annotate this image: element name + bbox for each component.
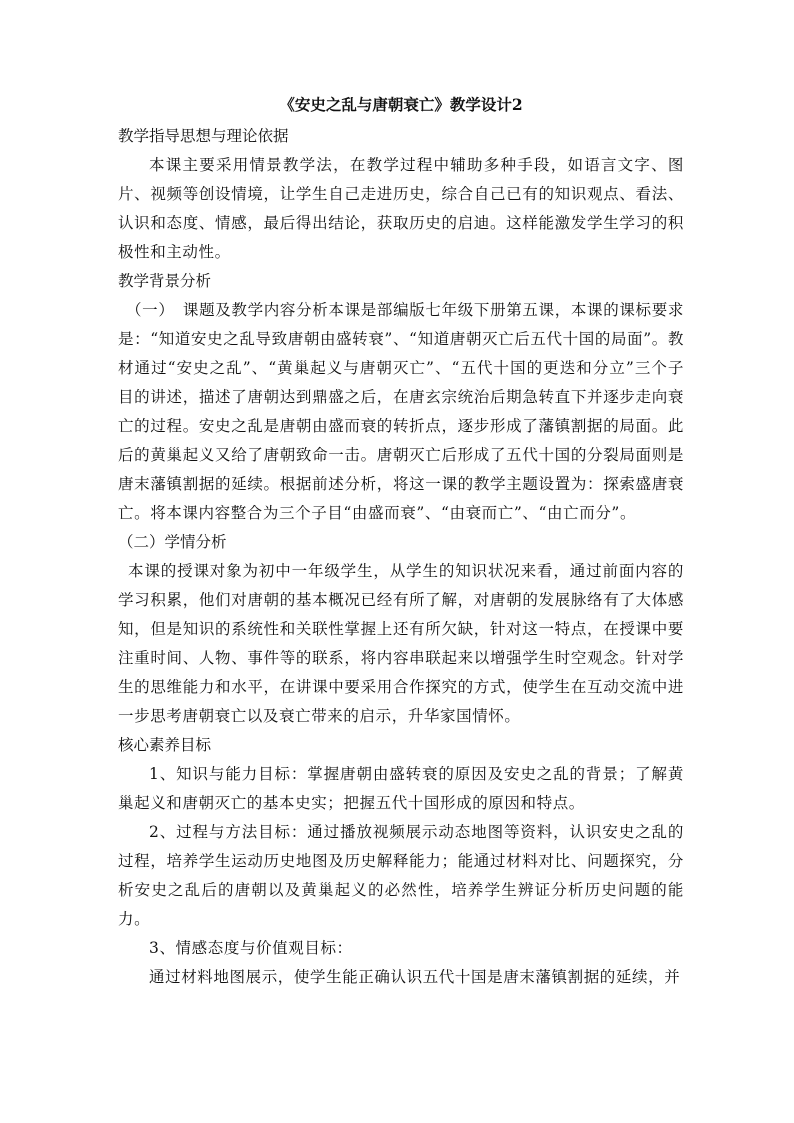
paragraph-emotion-goal-heading: 3、情感态度与价值观目标： — [149, 939, 353, 957]
paragraph-process-goal: 2、过程与方法目标：通过播放视频展示动态地图等资料，认识安史之乱的过程，培养学生运动历史地图及历史解释能力；能通过材料对比、问题探究，分析安史之乱后的唐朝以及黄巢起义的必然性，培养学生辨证分析历史问题的能力。 — [118, 823, 684, 928]
paragraph-content-analysis: （一） 课题及教学内容分析本课是部编版七年级下册第五课，本课的课标要求是：“知道安史之乱导致唐朝由盛转衰”、“知道唐朝灭亡后五代十国的局面”。教材通过“安史之乱”、“黄巢起义与唐朝灭亡”、“五代十国的更迭和分立”三个子目的讲述，描述了唐朝达到鼎盛之后，在唐玄宗统治后期急转直下并逐步走向衰亡的过程。安史之乱是唐朝由盛而衰的转折点，逐步形成了藩镇割据的局面。此后的黄巢起义又给了唐朝致命一击。唐朝灭亡后形成了五代十国的分裂局面则是唐末藩镇割据的延续。根据前述分析，将这一课的教学主题设置为：探索盛唐衰亡。将本课内容整合为三个子目“由盛而衰”、“由衰而亡”、“由亡而分”。 — [118, 301, 684, 522]
paragraph-emotion-goal: 通过材料地图展示，使学生能正确认识五代十国是唐末藩镇割据的延续，并 — [149, 968, 681, 986]
paragraph-knowledge-goal: 1、知识与能力目标：掌握唐朝由盛转衰的原因及安史之乱的背景；了解黄巢起义和唐朝灭亡的基本史实；把握五代十国形成的原因和特点。 — [118, 765, 684, 812]
paragraph-student-analysis: 本课的授课对象为初中一年级学生，从学生的知识状况来看，通过前面内容的学习积累，他们对唐朝的基本概况已经有所了解，对唐朝的发展脉络有了大体感知，但是知识的系统性和关联性掌握上还有所欠缺，针对这一特点，在授课中要注重时间、人物、事件等的联系，将内容串联起来以增强学生时空观念。针对学生的思维能力和水平，在讲课中要采用合作探究的方式，使学生在互动交流中进一步思考唐朝衰亡以及衰亡带来的启示，升华家国情怀。 — [118, 562, 684, 725]
section-heading-guiding-ideology: 教学指导思想与理论依据 — [118, 127, 289, 145]
paragraph-guiding-ideology: 本课主要采用情景教学法，在教学过程中辅助多种手段，如语言文字、图片、视频等创设情境，让学生自己走进历史，综合自己已有的知识观点、看法、认识和态度、情感，最后得出结论，获取历史的启迪。这样能激发学生学习的积极性和主动性。 — [118, 156, 684, 261]
document-page — [118, 92, 684, 992]
section-heading-core-literacy: 核心素养目标 — [118, 736, 212, 754]
document-title: 《安史之乱与唐朝衰亡》教学设计2 — [279, 95, 523, 114]
section-heading-background-analysis: 教学背景分析 — [118, 272, 212, 290]
subheading-student-analysis: （二）学情分析 — [118, 533, 227, 551]
